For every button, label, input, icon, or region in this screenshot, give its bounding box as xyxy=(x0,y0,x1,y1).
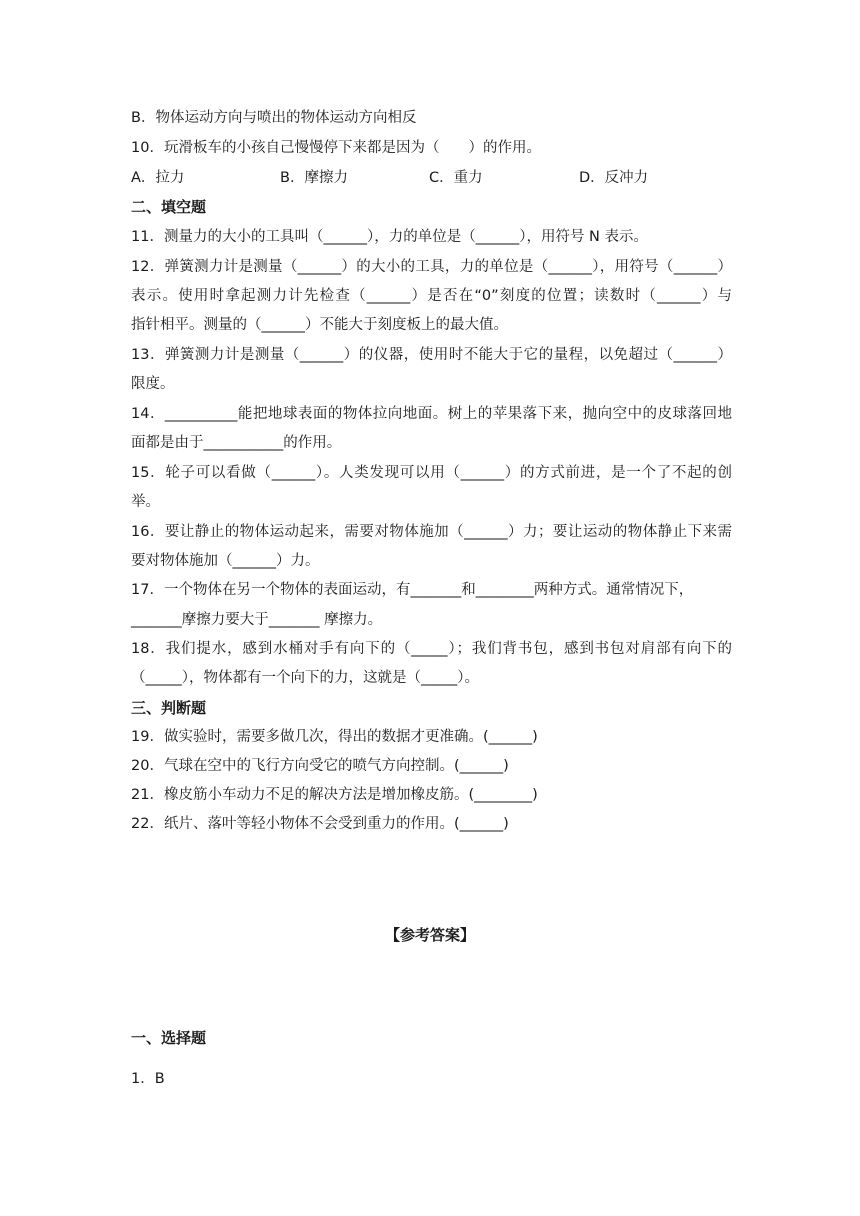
option-b-line: B．物体运动方向与喷出的物体运动方向相反 xyxy=(131,110,417,126)
q18-line-2: （_____），物体都有一个向下的力，这就是（_____）。 xyxy=(131,670,479,686)
q13-line-2: 限度。 xyxy=(131,376,175,392)
q21-line: 21．橡皮筋小车动力不足的解决方法是增加橡皮筋。(________) xyxy=(131,787,538,803)
answer-1: 1．B xyxy=(131,1071,165,1087)
question-10-options xyxy=(131,168,732,188)
q13-line-1: 13．弹簧测力计是测量（______）的仪器，使用时不能大于它的量程，以免超过（______） xyxy=(131,347,732,363)
question-10-stem: 10．玩滑板车的小孩自己慢慢停下来都是因为（ ）的作用。 xyxy=(131,140,541,156)
q14-line-2: 面都是由于___________的作用。 xyxy=(131,435,342,451)
q15-line-1: 15．轮子可以看做（______）。人类发现可以用（______）的方式前进，是一个了不起的创 xyxy=(131,465,732,481)
q12-line-3: 指针相平。测量的（______）不能大于刻度板上的最大值。 xyxy=(131,317,508,333)
section-3-heading: 三、判断题 xyxy=(131,699,207,717)
q16-line-2: 要对物体施加（______）力。 xyxy=(131,553,320,569)
q15-line-2: 举。 xyxy=(131,494,160,510)
option-a: A．拉力 xyxy=(131,170,185,186)
q18-line-1: 18．我们提水，感到水桶对手有向下的（_____）；我们背书包，感到书包对肩部有向下的 xyxy=(131,641,732,657)
q19-line: 19．做实验时，需要多做几次，得出的数据才更准确。(______) xyxy=(131,729,538,745)
option-d: D．反冲力 xyxy=(579,170,649,186)
q22-line: 22．纸片、落叶等轻小物体不会受到重力的作用。(______) xyxy=(131,816,509,832)
option-b: B．摩擦力 xyxy=(280,170,348,186)
q14-line-1: 14．__________能把地球表面的物体拉向地面。树上的苹果落下来，抛向空中的皮球落回地 xyxy=(131,406,732,422)
q12-line-1: 12．弹簧测力计是测量（______）的大小的工具，力的单位是（______），用符号（______） xyxy=(131,259,732,275)
option-c: C．重力 xyxy=(429,170,483,186)
q17-line-1: 17．一个物体在另一个物体的表面运动，有_______和________两种方式。通常情况下， xyxy=(131,582,694,598)
q12-line-2: 表示。使用时拿起测力计先检查（______）是否在“0”刻度的位置；读数时（______）与 xyxy=(131,288,732,304)
q16-line-1: 16．要让静止的物体运动起来，需要对物体施加（______）力；要让运动的物体静止下来需 xyxy=(131,524,732,540)
section-2-heading: 二、填空题 xyxy=(131,198,207,216)
q17-line-2: _______摩擦力要大于_______ 摩擦力。 xyxy=(131,612,383,628)
q20-line: 20．气球在空中的飞行方向受它的喷气方向控制。(______) xyxy=(131,758,509,774)
q11-line: 11．测量力的大小的工具叫（______），力的单位是（______），用符号 N 表示。 xyxy=(131,229,649,245)
answers-section-1-heading: 一、选择题 xyxy=(131,1029,207,1047)
answers-title: 【参考答案】 xyxy=(384,926,475,944)
